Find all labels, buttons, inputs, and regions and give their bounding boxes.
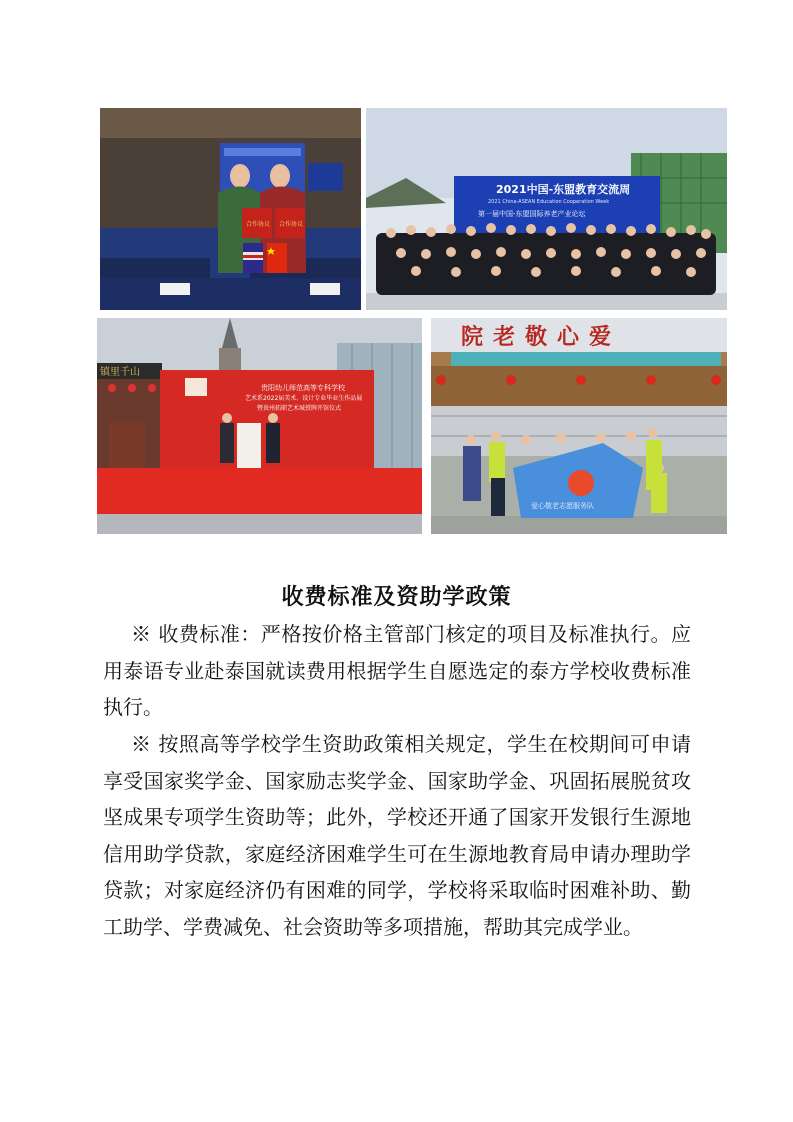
banner-line3: 第一届中国-东盟国际养老产业论坛 [478, 210, 586, 218]
photo-art-exhibition-ceremony [97, 318, 422, 534]
elderly-home-sign: 院老敬心爱 [461, 325, 622, 350]
volunteer-flag-text: 爱心敬老志愿服务队 [531, 502, 594, 510]
ceremony-banner-line3: 暨贵州拓职艺术城授牌开馆仪式 [257, 405, 342, 412]
banner-title: 2021中国-东盟教育交流周 [496, 183, 631, 196]
photo-elderly-home-volunteers [431, 318, 727, 534]
shop-sign: 镇里千山 [100, 367, 140, 378]
book-right-label: 合作协议 [279, 221, 304, 228]
photo-education-week-group [366, 108, 727, 310]
policy-text [103, 616, 691, 946]
fee-standard-paragraph: ※ 收费标准：严格按价格主管部门核定的项目及标准执行。应用泰语专业赴泰国就读费用根据学生自愿选定的泰方学校收费标准执行。 [103, 622, 691, 719]
financial-aid-paragraph: ※ 按照高等学校学生资助政策相关规定，学生在校期间可申请享受国家奖学金、国家励志奖学金、国家助学金、巩固拓展脱贫攻坚成果专项学生资助等；此外，学校还开通了国家开发银行生源地信用助学贷款，家庭经济困难学生可在生源地教育局申请办理助学贷款；对家庭经济仍有困难的同学，学校将采取临时困难补助、勤工助学、学费减免、社会资助等多项措施，帮助其完成学业。 [103, 732, 691, 939]
photo-signing-ceremony [100, 108, 361, 310]
ceremony-banner-line1: 贵阳幼儿师范高等专科学校 [261, 384, 345, 392]
ceremony-banner-line2: 艺术系2022届美术、设计专业毕业生作品展 [245, 395, 363, 402]
section-title: 收费标准及资助学政策 [281, 584, 512, 610]
book-left-label: 合作协议 [246, 221, 271, 228]
banner-subtitle: 2021 China-ASEAN Education Cooperation Week [488, 199, 610, 205]
